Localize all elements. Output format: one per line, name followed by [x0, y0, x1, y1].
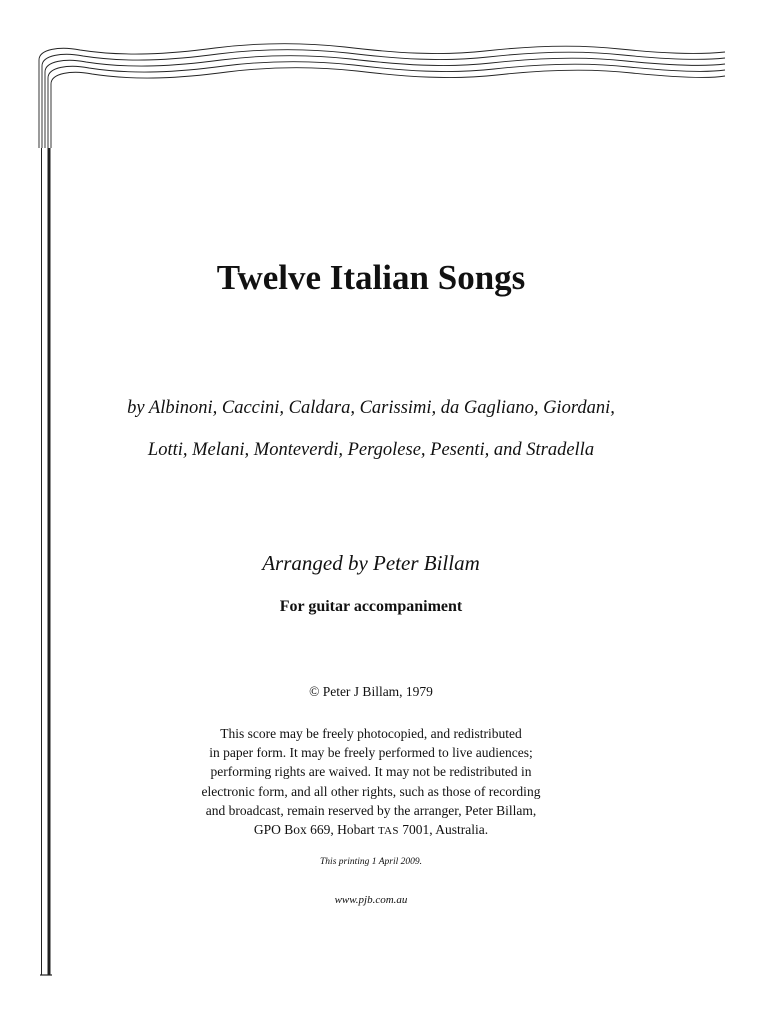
- license-text: [0, 724, 742, 841]
- composers-line-1: by Albinoni, Caccini, Caldara, Carissimi, da Gagliano, Giordani,: [127, 398, 615, 418]
- address-postcode: 7001, Australia.: [398, 822, 489, 838]
- printing-date: This printing 1 April 2009.: [320, 857, 422, 867]
- composers-line-2: Lotti, Melani, Monteverdi, Pergolese, Pesenti, and Stradella: [147, 440, 595, 460]
- copyright-notice: © Peter J Billam, 1979: [309, 684, 433, 699]
- address-line: [0, 820, 742, 841]
- page-title: Twelve Italian Songs: [216, 258, 526, 297]
- address-street: GPO Box 669, Hobart: [253, 822, 379, 838]
- license-line: electronic form, and all other rights, such as those of recording: [201, 783, 541, 799]
- license-line: performing rights are waived. It may not be redistributed in: [210, 764, 532, 780]
- license-line: in paper form. It may be freely performed to live audiences;: [209, 745, 533, 761]
- license-line: This score may be freely photocopied, and redistributed: [220, 726, 522, 741]
- address-state: TAS: [378, 825, 399, 838]
- license-line: and broadcast, remain reserved by the arranger, Peter Billam,: [205, 802, 537, 818]
- website-url: www.pjb.com.au: [334, 894, 408, 906]
- arranger-credit: Arranged by Peter Billam: [262, 551, 480, 575]
- instrument-note: For guitar accompaniment: [279, 598, 463, 615]
